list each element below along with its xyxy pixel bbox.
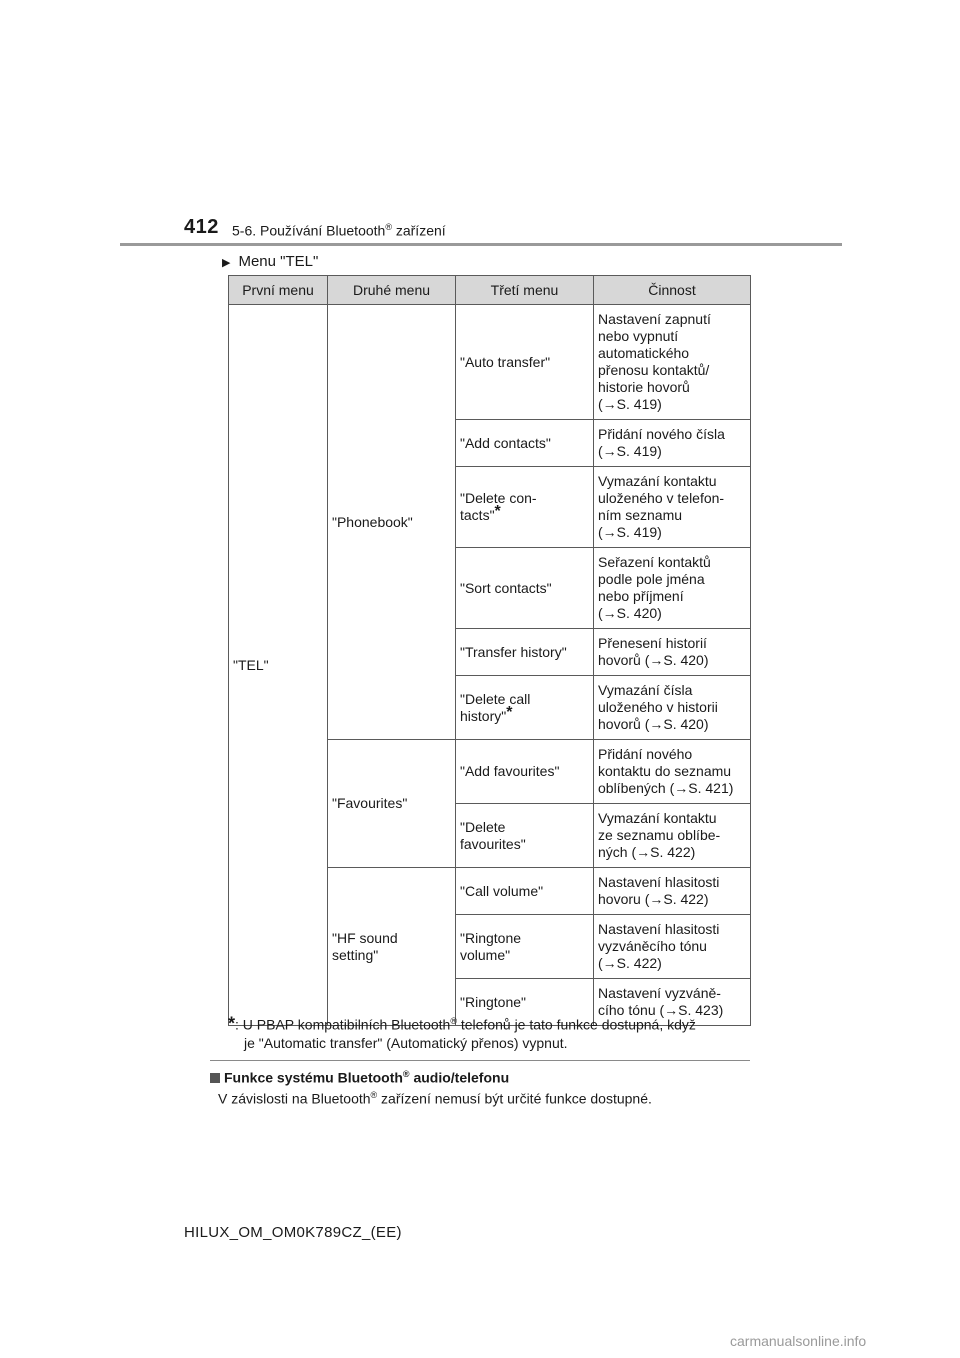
third-menu-cell	[456, 868, 594, 915]
action-line: ze seznamu oblíbe-	[598, 827, 721, 843]
cell-line: "Ringtone	[460, 929, 522, 946]
section-heading-b: audio/telefonu	[409, 1069, 510, 1086]
action-cell	[594, 548, 751, 629]
cell-line: tacts"*	[460, 503, 501, 523]
action-line: (→S. 419)	[598, 443, 662, 459]
asterisk-mark: *	[506, 703, 513, 721]
third-menu-cell	[456, 676, 594, 740]
action-line: Vymazání kontaktu	[598, 473, 717, 489]
page-number: 412	[184, 216, 219, 238]
action-line: historie hovorů	[598, 379, 690, 395]
action-line: automatického	[598, 345, 690, 361]
header-action: Činnost	[594, 276, 751, 305]
cell-line: volume"	[460, 946, 511, 963]
action-line: Vymazání čísla	[598, 682, 693, 698]
registered-mark: ®	[450, 1016, 457, 1026]
cell-line: "Phonebook"	[332, 513, 413, 530]
registered-mark: ®	[402, 1069, 410, 1079]
watermark: carmanualsonline.info	[730, 1333, 867, 1349]
action-line: Nastavení zapnutí	[598, 311, 711, 327]
action-line: ných (→S. 422)	[598, 844, 696, 860]
cell-line: "Delete call	[460, 690, 531, 707]
registered-mark: ®	[385, 222, 392, 232]
action-line: cího tónu (→S. 423)	[598, 1002, 724, 1018]
section-title-suffix: zařízení	[391, 222, 446, 239]
footnote	[228, 1012, 748, 1052]
header-third-menu: Třetí menu	[456, 276, 594, 305]
header-second-menu: Druhé menu	[328, 276, 456, 305]
action-line: Vymazání kontaktu	[598, 810, 717, 826]
third-menu-cell	[456, 804, 594, 868]
header-divider	[120, 243, 842, 246]
action-cell	[594, 467, 751, 548]
action-line: Přidání nového čísla	[598, 426, 725, 442]
action-line: (→S. 420)	[598, 605, 662, 621]
action-line: podle pole jména	[598, 571, 705, 587]
section-heading-a: Funkce systému Bluetooth	[224, 1069, 403, 1086]
triangle-bullet-icon: ▶	[222, 257, 231, 269]
cell-line: "Add contacts"	[460, 434, 551, 451]
action-cell	[594, 305, 751, 420]
action-line: Přidání nového	[598, 746, 693, 762]
third-menu-cell	[456, 629, 594, 676]
cell-line: history"*	[460, 703, 513, 724]
cell-line: "Transfer history"	[460, 643, 567, 660]
footnote-line1b: telefonů je tato funkce dostupná, když	[456, 1016, 696, 1033]
tel-menu-table	[228, 275, 751, 1026]
cell-line: "Favourites"	[332, 795, 408, 811]
section-divider	[210, 1060, 750, 1061]
section-body-b: zařízení nemusí být určité funkce dostupné.	[377, 1090, 652, 1107]
action-line: hovorů (→S. 420)	[598, 716, 709, 732]
third-menu-cell	[456, 420, 594, 467]
third-menu-cell	[456, 305, 594, 420]
first-menu-cell: "TEL"	[229, 305, 328, 1026]
action-line: oblíbených (→S. 421)	[598, 780, 734, 796]
cell-line: "Auto transfer"	[460, 353, 551, 370]
second-menu-cell	[328, 868, 456, 1026]
action-line: uloženého v historii	[598, 699, 718, 715]
section-heading	[210, 1069, 509, 1086]
action-line: Nastavení hlasitosti	[598, 874, 720, 890]
second-menu-cell	[328, 740, 456, 868]
action-line: Nastavení vyzváně-	[598, 985, 721, 1001]
action-cell	[594, 868, 751, 915]
third-menu-cell	[456, 467, 594, 548]
footnote-line1a: : U PBAP kompatibilních Bluetooth	[235, 1016, 451, 1033]
cell-line: "Call volume"	[460, 882, 544, 899]
table-body	[229, 305, 751, 1026]
section-title	[232, 222, 446, 239]
action-cell	[594, 629, 751, 676]
table-header-row	[229, 276, 751, 305]
third-menu-cell	[456, 548, 594, 629]
cell-line: favourites"	[460, 835, 526, 852]
cell-line: "Add favourites"	[460, 763, 560, 779]
action-line: přenosu kontaktů/	[598, 362, 710, 378]
menu-heading	[222, 253, 318, 270]
section-body	[218, 1090, 652, 1107]
action-line: hovorů (→S. 420)	[598, 652, 709, 668]
action-line: nebo příjmení	[598, 588, 684, 604]
menu-heading-text: Menu "TEL"	[238, 253, 319, 270]
cell-line: "HF sound	[332, 929, 398, 946]
section-body-a: V závislosti na Bluetooth	[218, 1090, 371, 1107]
cell-line: "Ringtone"	[460, 993, 526, 1010]
cell-line: setting"	[332, 946, 379, 963]
action-line: (→S. 422)	[598, 955, 662, 971]
section-title-prefix: 5-6. Používání Bluetooth	[232, 222, 386, 239]
action-line: ním seznamu	[598, 507, 683, 523]
action-line: Přenesení historií	[598, 635, 707, 651]
registered-mark: ®	[370, 1090, 378, 1100]
third-menu-cell	[456, 740, 594, 804]
cell-line: "Delete	[460, 818, 506, 835]
action-line: hovoru (→S. 422)	[598, 891, 709, 907]
action-line: (→S. 419)	[598, 524, 662, 540]
cell-line: "Delete con-	[460, 490, 537, 506]
action-cell	[594, 676, 751, 740]
footnote-line2: je "Automatic transfer" (Automatický přenos) vypnut.	[244, 1034, 568, 1051]
action-cell	[594, 915, 751, 979]
document-code: HILUX_OM_OM0K789CZ_(EE)	[184, 1224, 402, 1241]
action-cell	[594, 804, 751, 868]
table-row	[229, 305, 751, 420]
action-line: (→S. 419)	[598, 396, 662, 412]
second-menu-cell	[328, 305, 456, 740]
cell-line: "Sort contacts"	[460, 579, 552, 596]
action-line: nebo vypnutí	[598, 328, 679, 344]
action-line: Seřazení kontaktů	[598, 554, 711, 570]
action-cell	[594, 740, 751, 804]
action-line: kontaktu do seznamu	[598, 763, 732, 779]
square-bullet-icon	[210, 1073, 220, 1083]
asterisk-mark: *	[494, 503, 501, 520]
action-cell	[594, 420, 751, 467]
action-line: vyzváněcího tónu	[598, 938, 707, 954]
action-line: uloženého v telefon-	[598, 490, 725, 506]
header-first-menu: První menu	[229, 276, 328, 305]
action-line: Nastavení hlasitosti	[598, 921, 720, 937]
footnote-asterisk: *	[228, 1013, 236, 1034]
third-menu-cell	[456, 915, 594, 979]
